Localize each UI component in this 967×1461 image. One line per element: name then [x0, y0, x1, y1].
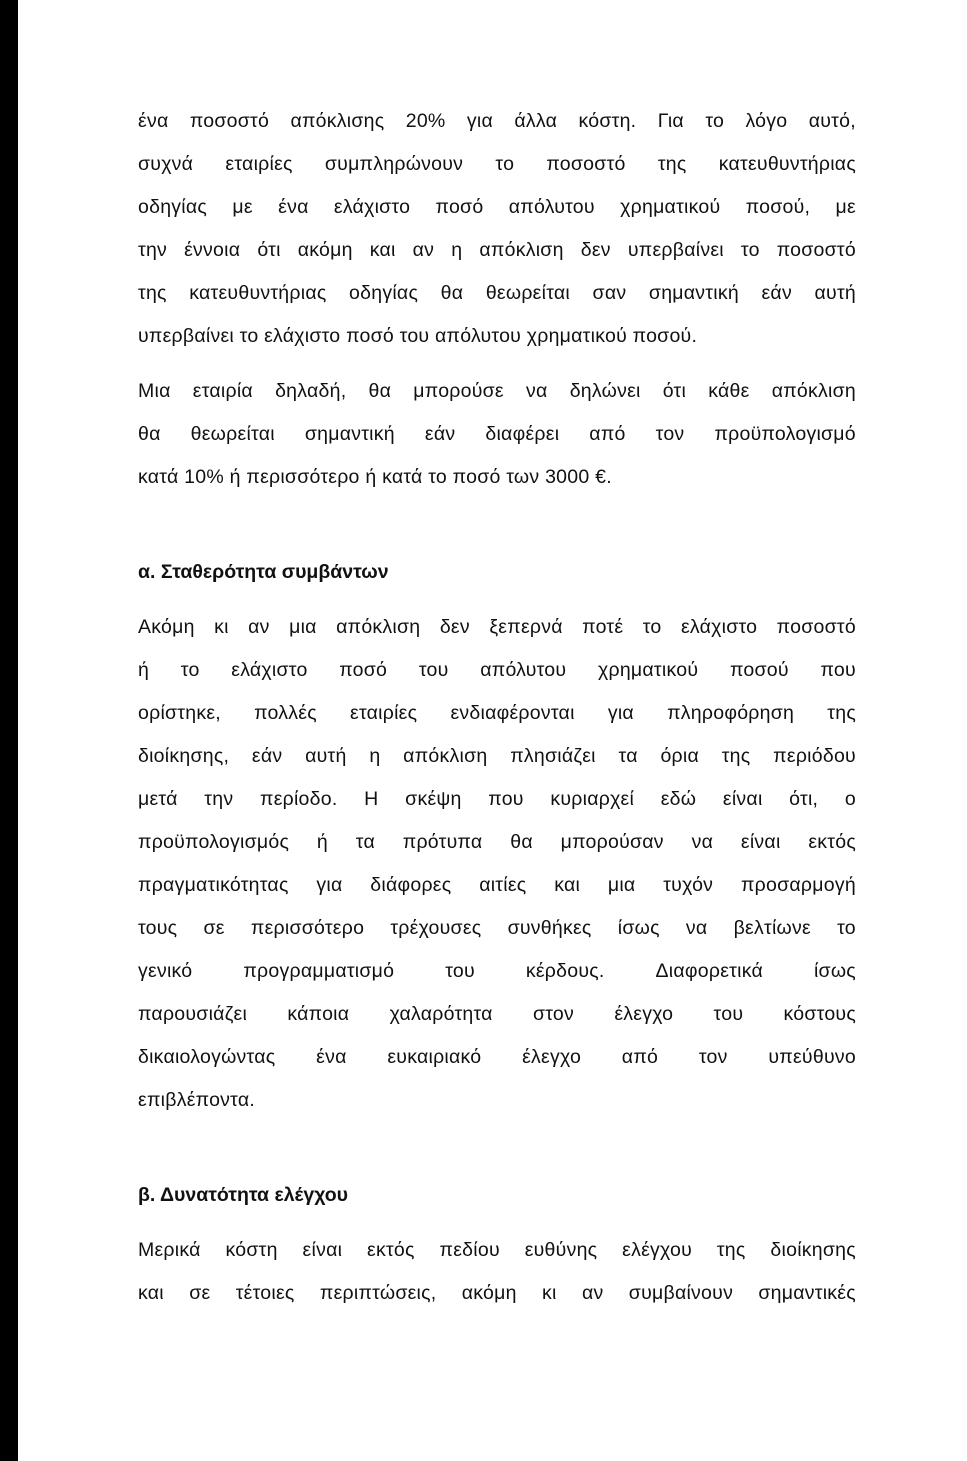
document-page: [138, 100, 856, 1315]
text-line: προϋπολογισμός ή τα πρότυπα θα μπορούσαν να είναι εκτός: [138, 831, 856, 853]
text-line: οδηγίας με ένα ελάχιστο ποσό απόλυτου χρηματικού ποσού, με: [138, 196, 856, 218]
text-line: γενικό προγραμματισμό του κέρδους. Διαφορετικά ίσως: [138, 960, 856, 982]
section-heading-a: α. Σταθερότητα συμβάντων: [138, 561, 389, 583]
text-line: την έννοια ότι ακόμη και αν η απόκλιση δεν υπερβαίνει το ποσοστό: [138, 239, 856, 261]
text-line: πραγματικότητας για διάφορες αιτίες και μια τυχόν προσαρμογή: [138, 874, 856, 896]
text-line: ένα ποσοστό απόκλισης 20% για άλλα κόστη. Για το λόγο αυτό,: [138, 110, 856, 132]
text-line: κατά 10% ή περισσότερο ή κατά το ποσό των 3000 €.: [138, 466, 612, 488]
text-line: διοίκησης, εάν αυτή η απόκλιση πλησιάζει τα όρια της περιόδου: [138, 745, 856, 767]
text-line: ή το ελάχιστο ποσό του απόλυτου χρηματικού ποσού που: [138, 659, 856, 681]
text-line: Μερικά κόστη είναι εκτός πεδίου ευθύνης ελέγχου της διοίκησης: [138, 1239, 856, 1261]
text-line: υπερβαίνει το ελάχιστο ποσό του απόλυτου χρηματικού ποσού.: [138, 325, 698, 347]
text-line: παρουσιάζει κάποια χαλαρότητα στον έλεγχο του κόστους: [138, 1003, 856, 1025]
text-line: επιβλέποντα.: [138, 1089, 256, 1111]
text-line: ορίστηκε, πολλές εταιρίες ενδιαφέρονται για πληροφόρηση της: [138, 702, 856, 724]
section-heading-b: β. Δυνατότητα ελέγχου: [138, 1184, 348, 1206]
text-line: Μια εταιρία δηλαδή, θα μπορούσε να δηλώνει ότι κάθε απόκλιση: [138, 380, 856, 402]
text-line: δικαιολογώντας ένα ευκαιριακό έλεγχο από τον υπεύθυνο: [138, 1046, 856, 1068]
text-line: Ακόμη κι αν μια απόκλιση δεν ξεπερνά ποτέ το ελάχιστο ποσοστό: [138, 616, 856, 638]
text-line: θα θεωρείται σημαντική εάν διαφέρει από τον προϋπολογισμό: [138, 423, 856, 445]
text-line: και σε τέτοιες περιπτώσεις, ακόμη κι αν συμβαίνουν σημαντικές: [138, 1282, 856, 1304]
paragraph-2: [138, 370, 856, 499]
text-line: τους σε περισσότερο τρέχουσες συνθήκες ίσως να βελτίωνε το: [138, 917, 856, 939]
paragraph-3: [138, 606, 856, 1122]
paragraph-1: [138, 100, 856, 358]
scan-left-edge-bar: [0, 0, 18, 1461]
text-line: μετά την περίοδο. Η σκέψη που κυριαρχεί εδώ είναι ότι, ο: [138, 788, 856, 810]
paragraph-4: [138, 1229, 856, 1315]
text-line: της κατευθυντήριας οδηγίας θα θεωρείται σαν σημαντική εάν αυτή: [138, 282, 856, 304]
text-line: συχνά εταιρίες συμπληρώνουν το ποσοστό της κατευθυντήριας: [138, 153, 856, 175]
